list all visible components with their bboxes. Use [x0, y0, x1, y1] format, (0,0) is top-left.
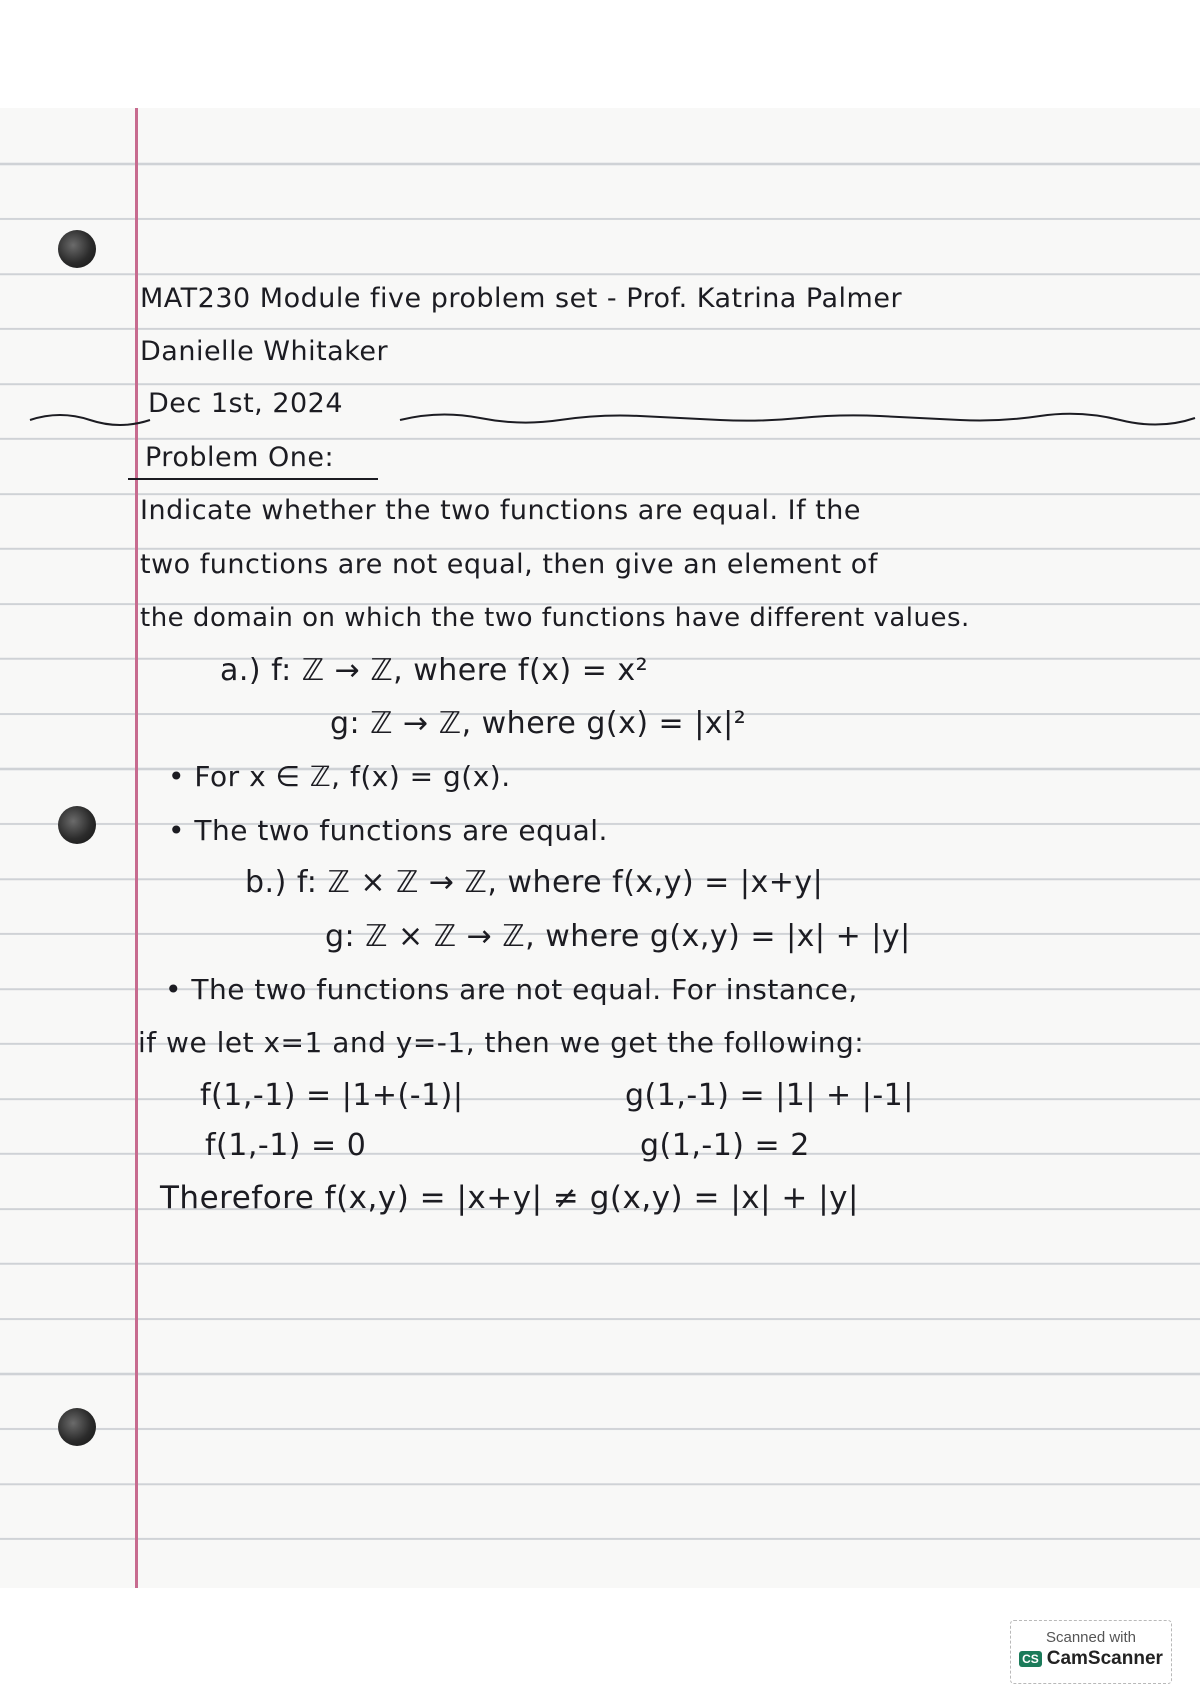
margin-line: [135, 108, 138, 1588]
part-b-note-2: if we let x=1 and y=-1, then we get the following:: [138, 1026, 865, 1059]
watermark-brand: [1011, 1648, 1171, 1670]
binder-hole-icon: [58, 1408, 96, 1446]
course-title: MAT230 Module five problem set - Prof. Katrina Palmer: [140, 283, 903, 314]
part-a-f-definition: a.) f: ℤ → ℤ, where f(x) = x²: [220, 653, 649, 688]
calc-f-step-1: f(1,-1) = |1+(-1)|: [200, 1078, 464, 1113]
calc-g-step-2: g(1,-1) = 2: [640, 1128, 810, 1163]
prompt-line-1: Indicate whether the two functions are equal. If the: [140, 495, 861, 526]
watermark-line-1: Scanned with: [1045, 1629, 1137, 1646]
prompt-line-2: two functions are not equal, then give an element of: [140, 549, 878, 580]
part-a-g-definition: g: ℤ → ℤ, where g(x) = |x|²: [330, 706, 747, 741]
prompt-line-3: the domain on which the two functions have different values.: [140, 603, 970, 633]
part-a-note-1: • For x ∈ ℤ, f(x) = g(x).: [168, 760, 511, 793]
part-a-note-2: • The two functions are equal.: [168, 814, 608, 847]
conclusion: Therefore f(x,y) = |x+y| ≠ g(x,y) = |x| + |y|: [160, 1180, 859, 1216]
part-b-g-definition: g: ℤ × ℤ → ℤ, where g(x,y) = |x| + |y|: [325, 919, 911, 954]
student-name: Danielle Whitaker: [140, 336, 389, 367]
camscanner-watermark: [1010, 1620, 1172, 1684]
part-b-f-definition: b.) f: ℤ × ℤ → ℤ, where f(x,y) = |x+y|: [245, 865, 824, 900]
calc-f-step-2: f(1,-1) = 0: [205, 1128, 367, 1163]
watermark-line-2: CamScanner: [1046, 1648, 1163, 1669]
part-b-note-1: • The two functions are not equal. For instance,: [165, 973, 858, 1006]
binder-hole-icon: [58, 230, 96, 268]
title-underline: [128, 478, 378, 480]
problem-title: Problem One:: [145, 442, 335, 473]
notebook-page: [0, 108, 1200, 1588]
binder-hole-icon: [58, 806, 96, 844]
date: Dec 1st, 2024: [148, 388, 344, 419]
camscanner-logo-icon: CS: [1019, 1651, 1042, 1667]
wavy-separator: [0, 406, 1200, 430]
calc-g-step-1: g(1,-1) = |1| + |-1|: [625, 1078, 914, 1113]
